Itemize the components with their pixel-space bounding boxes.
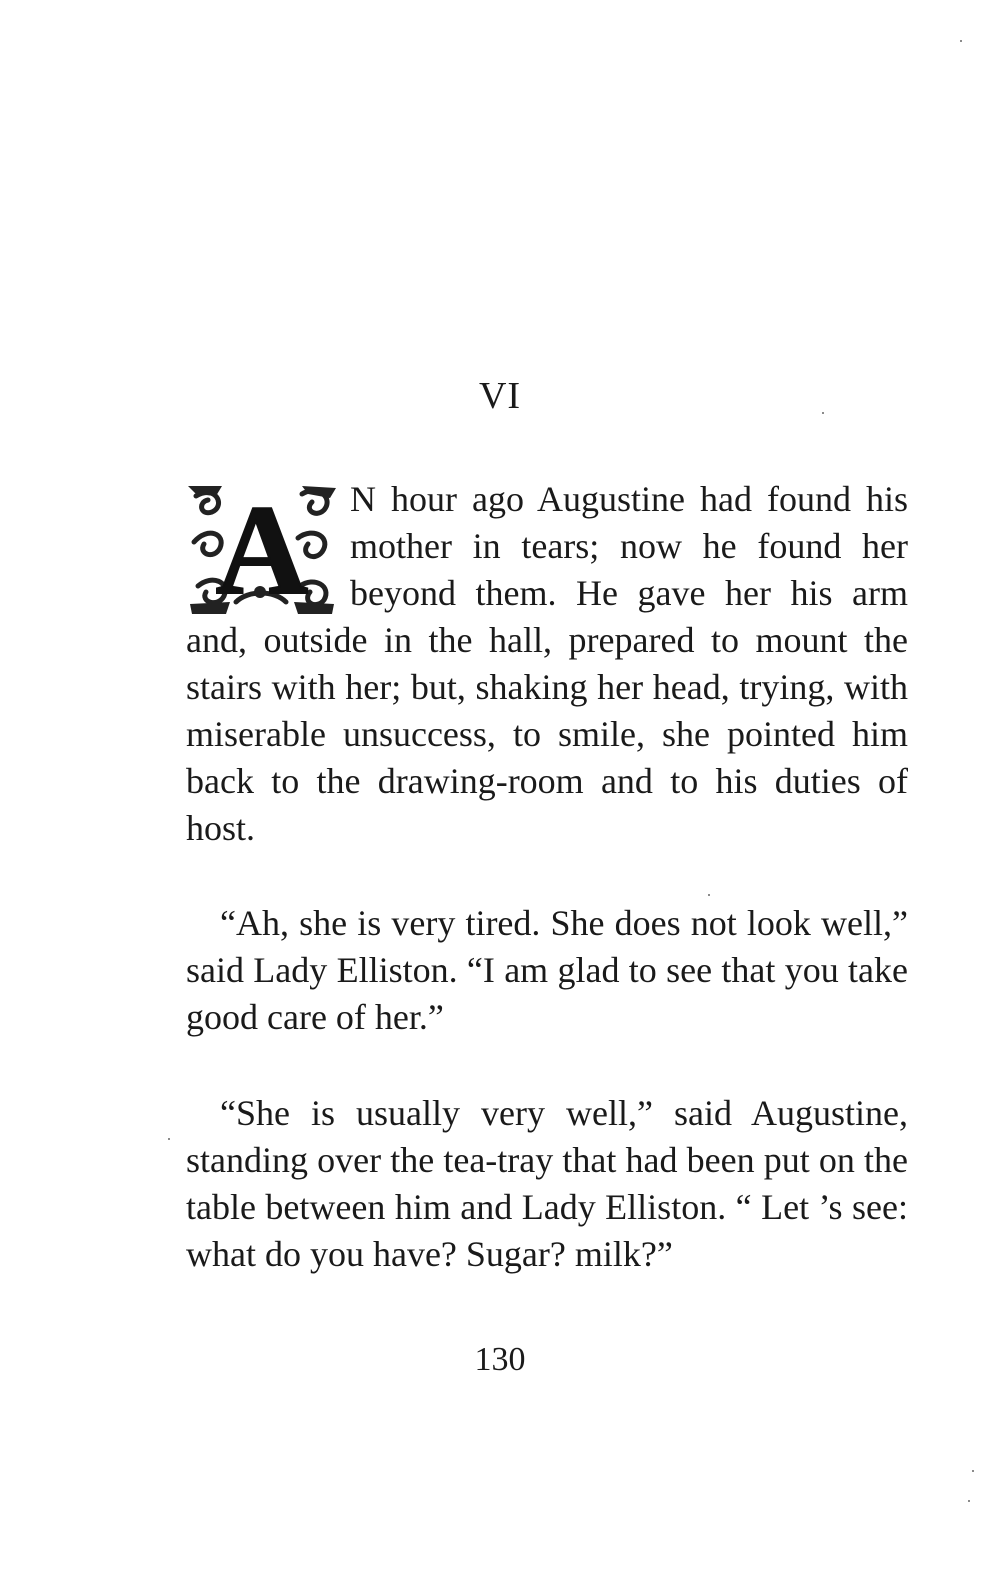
drop-cap-letter: A: [215, 479, 309, 621]
paragraph-2: [186, 900, 908, 1041]
paragraph-1: [186, 476, 908, 852]
paragraph-1-text: N hour ago Augustine had found his mother in tears; now he found her beyond them. He gave her his arm and, outside in the hall, prepared to mount the stairs with her; but, shaking her head, trying, with miserable unsuccess, to smile, she pointed him back to the drawing-room and to his duties of host.: [186, 479, 908, 848]
page-number: 130: [474, 1341, 526, 1378]
scan-speck: [960, 40, 962, 42]
paragraph-3-text: “She is usually very well,” said Augustine, standing over the tea-tray that had been put on the table between him and Lady Elliston. “ Let ’s see: what do you have? Sugar? milk?”: [186, 1093, 908, 1274]
chapter-heading: VI: [478, 375, 522, 417]
paragraph-2-text: “Ah, she is very tired. She does not look well,” said Lady Elliston. “I am glad to see that you take good care of her.”: [186, 903, 908, 1037]
scan-speck: [822, 412, 824, 414]
scan-speck: [972, 1470, 974, 1472]
scan-speck: [968, 1500, 970, 1502]
scan-speck: [168, 1138, 170, 1140]
ornamental-drop-cap: [186, 479, 338, 621]
scan-speck: [708, 894, 710, 896]
paragraph-3: [186, 1090, 908, 1278]
